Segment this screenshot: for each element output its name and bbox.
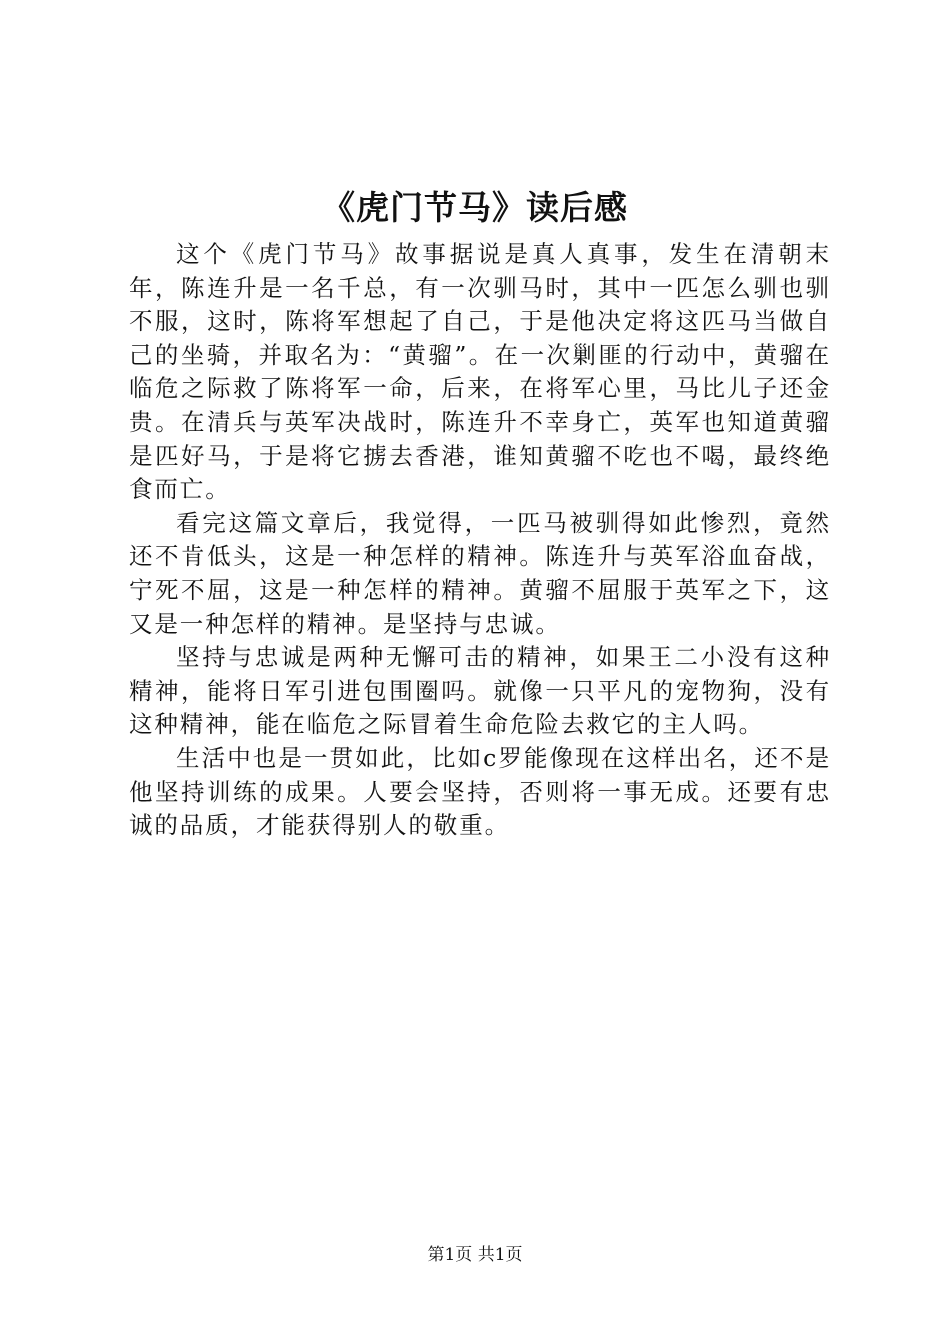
document-title: 《虎门节马》读后感	[322, 188, 628, 227]
page-footer	[0, 1243, 950, 1267]
page-number: 第1页	[427, 1245, 473, 1265]
paragraph-3: 坚持与忠诚是两种无懈可击的精神，如果王二小没有这种精神，能将日军引进包围圈吗。就像一只平凡的宠物狗，没有这种精神，能在临危之际冒着生命危险去救它的主人吗。	[129, 643, 831, 739]
paragraph-4: 生活中也是一贯如此，比如c罗能像现在这样出名，还不是他坚持训练的成果。人要会坚持，否则将一事无成。还要有忠诚的品质，才能获得别人的敬重。	[129, 743, 831, 840]
document-body	[129, 238, 831, 843]
paragraph-1: 这个《虎门节马》故事据说是真人真事，发生在清朝末年，陈连升是一名千总，有一次驯马时，其中一匹怎么驯也驯不服，这时，陈将军想起了自己，于是他决定将这匹马当做自己的坐骑，并取名为：“黄骝”。在一次剿匪的行动中，黄骝在临危之际救了陈将军一命，后来，在将军心里，马比儿子还金贵。在清兵与英军决战时，陈连升不幸身亡，英军也知道黄骝是匹好马，于是将它掳去香港，谁知黄骝不吃也不喝，最终绝食而亡。	[129, 240, 831, 504]
paragraph-2: 看完这篇文章后，我觉得，一匹马被驯得如此惨烈，竟然还不肯低头，这是一种怎样的精神。陈连升与英军浴血奋战，宁死不屈，这是一种怎样的精神。黄骝不屈服于英军之下，这又是一种怎样的精神。是坚持与忠诚。	[129, 508, 831, 638]
page-total: 共1页	[477, 1245, 523, 1265]
